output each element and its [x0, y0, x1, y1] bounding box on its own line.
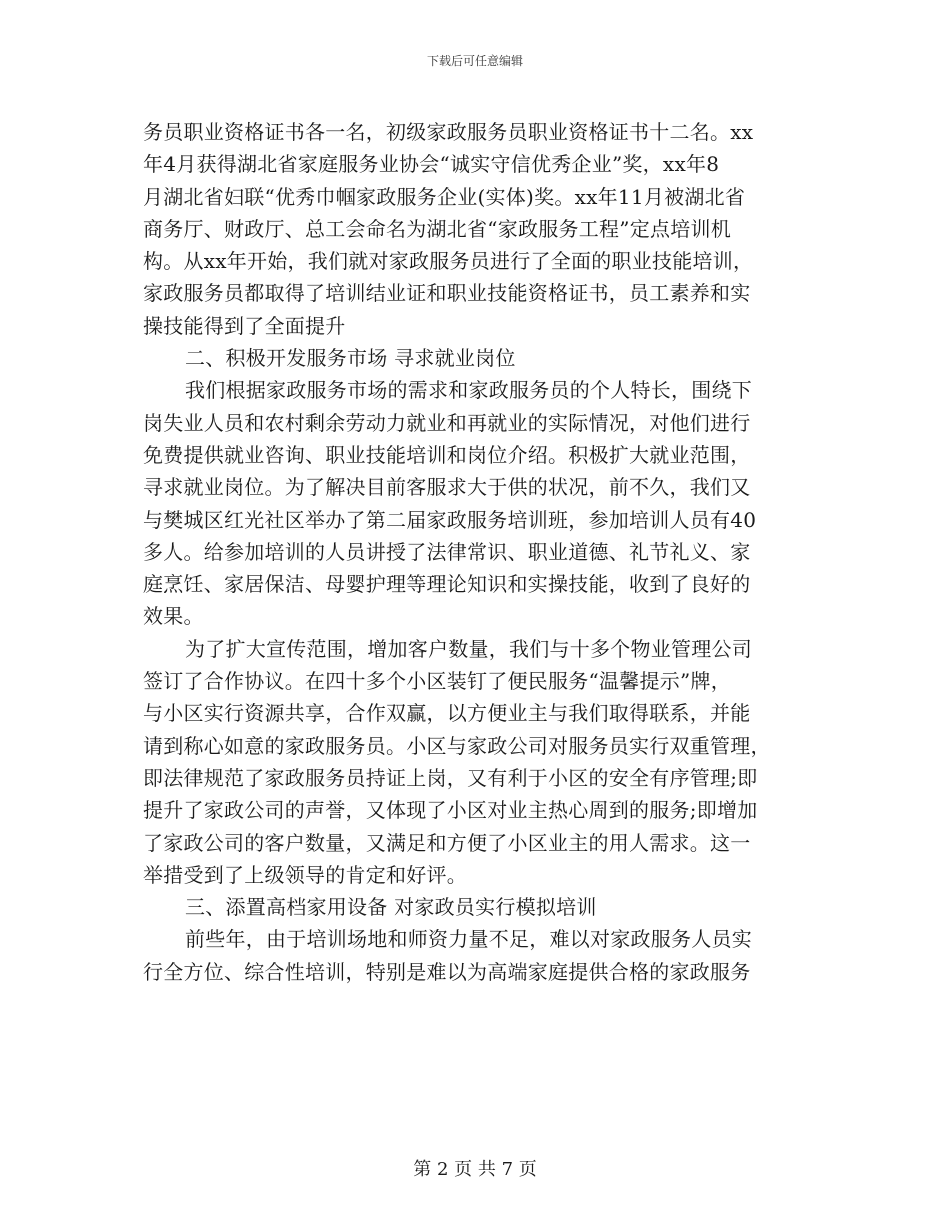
body-line: 行全方位、综合性培训，特别是难以为高端家庭提供合格的家政服务 [143, 959, 751, 984]
body-line: 商务厅、财政厅、总工会命名为湖北省“家政服务工程”定点培训机 [143, 216, 731, 241]
page-header: 下载后可任意编辑 [426, 54, 523, 68]
body-line: 举措受到了上级领导的肯定和好评。 [143, 862, 467, 887]
body-line: 与樊城区红光社区举办了第二届家政服务培训班，参加培训人员有40 [143, 507, 757, 532]
body-line: 寻求就业岗位。为了解决目前客服求大于供的状况，前不久，我们又 [143, 475, 751, 500]
body-line: 月湖北省妇联“优秀巾帼家政服务企业(实体)奖。xx年11月被湖北省 [143, 184, 746, 209]
body-line: 年4月获得湖北省家庭服务业协会“诚实守信优秀企业”奖，xx年8 [143, 152, 720, 177]
body-line: 务员职业资格证书各一名，初级家政服务员职业资格证书十二名。xx [143, 120, 754, 144]
body-line: 为了扩大宣传范围，增加客户数量，我们与十多个物业管理公司 [185, 636, 752, 661]
body-line: 效果。 [143, 604, 204, 629]
page-footer: 第 2 页 共 7 页 [413, 1159, 537, 1180]
document-body [143, 116, 813, 988]
body-line: 提升了家政公司的声誉，又体现了小区对业主热心周到的服务;即增加 [143, 798, 758, 823]
body-line: 操技能得到了全面提升 [143, 313, 346, 338]
body-line: 签订了合作协议。在四十多个小区装钉了便民服务“温馨提示”牌， [143, 669, 731, 694]
body-line: 请到称心如意的家政服务员。小区与家政公司对服务员实行双重管理， [143, 733, 771, 758]
section-heading: 三、添置高档家用设备 对家政员实行模拟培训 [185, 895, 597, 920]
body-line: 家政服务员都取得了培训结业证和职业技能资格证书，员工素养和实 [143, 281, 751, 306]
section-heading: 二、积极开发服务市场 寻求就业岗位 [185, 346, 516, 371]
body-line: 免费提供就业咨询、职业技能培训和岗位介绍。积极扩大就业范围， [143, 442, 751, 467]
body-line: 构。从xx年开始，我们就对家政服务员进行了全面的职业技能培训， [143, 249, 754, 274]
body-line: 与小区实行资源共享，合作双赢，以方便业主与我们取得联系，并能 [143, 701, 751, 726]
body-line: 多人。给参加培训的人员讲授了法律常识、职业道德、礼节礼义、家 [143, 539, 751, 564]
body-line: 我们根据家政服务市场的需求和家政服务员的个人特长，围绕下 [185, 378, 752, 403]
body-line: 了家政公司的客户数量，又满足和方便了小区业主的用人需求。这一 [143, 830, 751, 855]
body-line: 即法律规范了家政服务员持证上岗，又有利于小区的安全有序管理;即 [143, 765, 758, 790]
body-line: 庭烹饪、家居保洁、母婴护理等理论知识和实操技能，收到了良好的 [143, 572, 751, 597]
body-line: 前些年，由于培训场地和师资力量不足，难以对家政服务人员实 [185, 927, 752, 952]
body-line: 岗失业人员和农村剩余劳动力就业和再就业的实际情况，对他们进行 [143, 410, 751, 435]
